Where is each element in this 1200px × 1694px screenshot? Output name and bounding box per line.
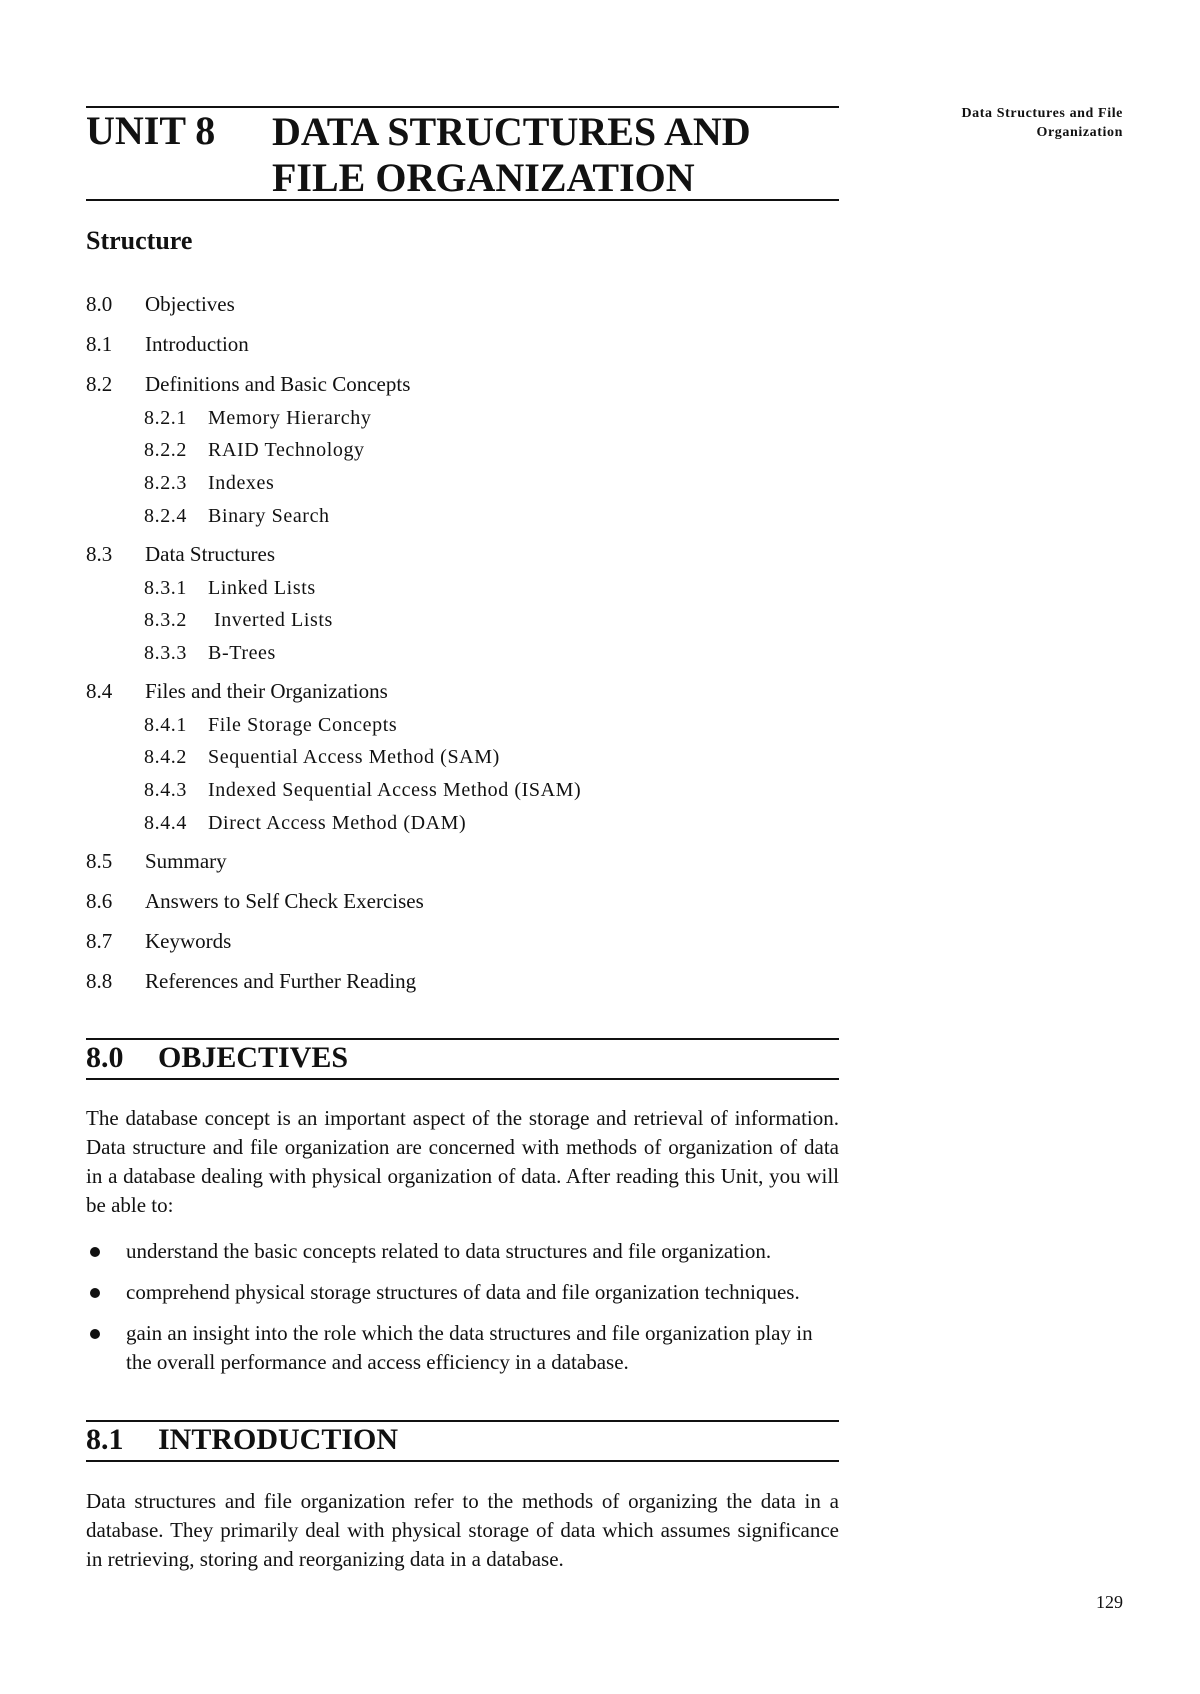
toc-item-title: Linked Lists xyxy=(208,577,316,599)
toc-item-title: Summary xyxy=(145,849,227,873)
toc-item-number: 8.2.1 xyxy=(144,407,187,429)
toc-item-number: 8.3.2 xyxy=(144,609,187,631)
toc-item-number: 8.4.3 xyxy=(144,779,187,801)
objectives-heading xyxy=(86,1038,839,1080)
toc-item-number: 8.1 xyxy=(86,332,113,356)
list-item xyxy=(86,1237,839,1266)
toc-item-title: Definitions and Basic Concepts xyxy=(145,372,411,396)
toc-item-number: 8.3.1 xyxy=(144,577,187,599)
toc-item-number: 8.3 xyxy=(86,542,113,566)
section-title: OBJECTIVES xyxy=(158,1041,349,1074)
toc-item-title: Answers to Self Check Exercises xyxy=(145,889,424,913)
toc-item-title: Sequential Access Method (SAM) xyxy=(208,746,500,768)
list-item xyxy=(86,1278,839,1307)
section-number: 8.1 xyxy=(86,1423,124,1456)
list-item xyxy=(86,1319,839,1377)
toc-item-number: 8.2.4 xyxy=(144,505,187,527)
objectives-bullet-list xyxy=(86,1237,839,1389)
unit-title-line1: DATA STRUCTURES AND xyxy=(272,109,751,154)
section-number: 8.0 xyxy=(86,1041,124,1074)
running-head-line2: Organization xyxy=(1036,125,1123,140)
unit-title-text xyxy=(272,109,751,201)
toc-item-number: 8.4.1 xyxy=(144,714,187,736)
toc-item-number: 8.2.2 xyxy=(144,439,187,461)
bullet-text: understand the basic concepts related to data structures and file organization. xyxy=(126,1239,772,1263)
toc-item-title: RAID Technology xyxy=(208,439,365,461)
unit-title xyxy=(86,106,839,201)
running-head-line1: Data Structures and File xyxy=(961,106,1123,121)
toc-item-number: 8.2 xyxy=(86,372,113,396)
toc-item-title: Binary Search xyxy=(208,505,330,527)
toc-item-title: Introduction xyxy=(145,332,249,356)
toc-item-title: Indexes xyxy=(208,472,275,494)
toc-item-title: Indexed Sequential Access Method (ISAM) xyxy=(208,779,582,801)
section-title: INTRODUCTION xyxy=(158,1423,399,1456)
toc-item-title: Keywords xyxy=(145,929,232,953)
toc-item-title: B-Trees xyxy=(208,642,276,664)
toc-item-number: 8.4 xyxy=(86,679,113,703)
bullet-text: gain an insight into the role which the data structures and file organization play in the overall performance and access efficiency in a database. xyxy=(126,1321,813,1374)
bullet-text: comprehend physical storage structures of data and file organization techniques. xyxy=(126,1280,800,1304)
running-head xyxy=(873,104,1123,142)
toc-item-number: 8.4.2 xyxy=(144,746,187,768)
toc-item-title: Objectives xyxy=(145,292,235,316)
toc-item-number: 8.6 xyxy=(86,889,113,913)
introduction-paragraph: Data structures and file organization refer to the methods of organizing the data in a database. They primarily deal with physical storage of data which assumes significance in retrieving, storing and reorganizing data in a database. xyxy=(86,1489,839,1571)
structure-heading: Structure xyxy=(86,226,193,255)
toc-item-title: Data Structures xyxy=(145,542,276,566)
bullet-icon xyxy=(90,1288,100,1298)
toc-item-title: Files and their Organizations xyxy=(145,679,388,703)
page-number: 129 xyxy=(1096,1592,1123,1612)
unit-number: UNIT 8 xyxy=(86,108,216,153)
toc-item-title: File Storage Concepts xyxy=(208,714,398,736)
toc-item-number: 8.5 xyxy=(86,849,113,873)
introduction-heading xyxy=(86,1420,839,1462)
toc-item-number: 8.4.4 xyxy=(144,812,187,834)
toc-item-number: 8.2.3 xyxy=(144,472,187,494)
toc-item-number: 8.8 xyxy=(86,969,113,993)
bullet-icon xyxy=(90,1329,100,1339)
toc-item-number: 8.0 xyxy=(86,292,113,316)
toc-item-title: Direct Access Method (DAM) xyxy=(208,812,467,834)
objectives-paragraph: The database concept is an important aspect of the storage and retrieval of information. Data structure and file organization are concerned with methods of organization of data in a database dealing with physical organization of data. After reading this Unit, you will be able to: xyxy=(86,1106,839,1217)
toc-item-number: 8.3.3 xyxy=(144,642,187,664)
unit-title-line2: FILE ORGANIZATION xyxy=(272,155,695,200)
toc-item-title: Inverted Lists xyxy=(214,609,333,631)
bullet-icon xyxy=(90,1247,100,1257)
toc-item-title: References and Further Reading xyxy=(145,969,417,993)
toc-item-title: Memory Hierarchy xyxy=(208,407,372,429)
toc-item-number: 8.7 xyxy=(86,929,113,953)
